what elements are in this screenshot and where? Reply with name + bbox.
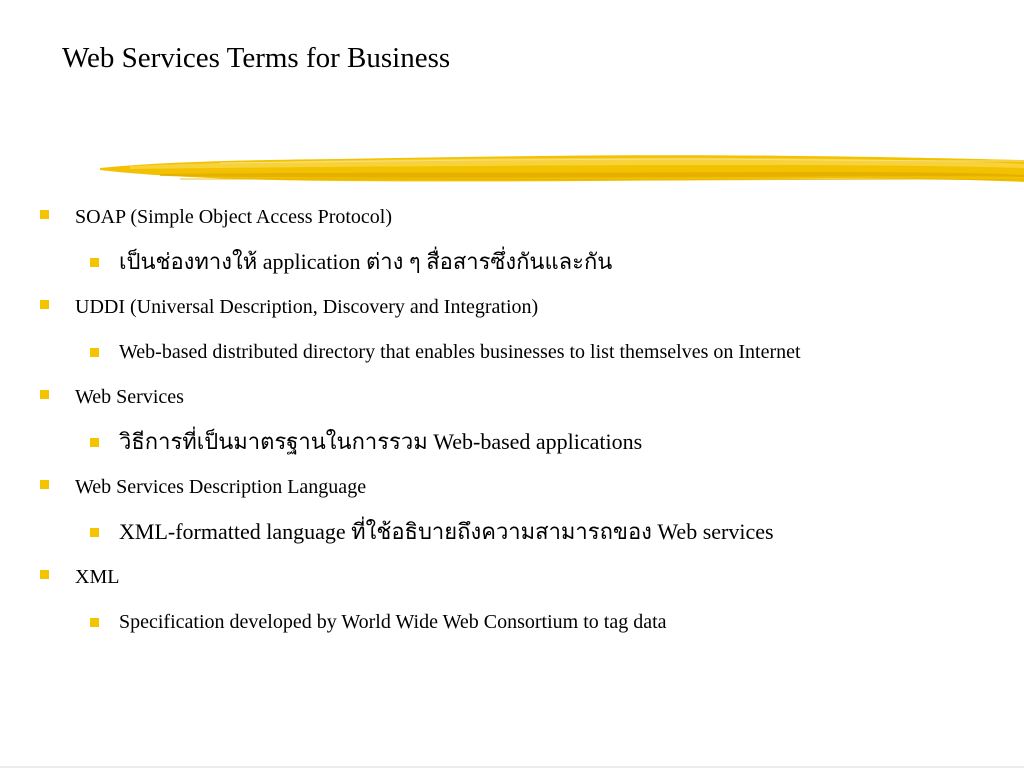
bullet-text: XML	[75, 566, 120, 588]
bullet-text: Specification developed by World Wide Web Consortium to tag data	[119, 611, 667, 633]
list-item	[38, 203, 801, 248]
square-bullet-icon	[90, 258, 99, 267]
square-bullet-icon	[40, 210, 49, 219]
list-item	[38, 428, 801, 473]
list-item	[38, 563, 801, 608]
bullet-text: SOAP (Simple Object Access Protocol)	[75, 206, 393, 228]
bullet-text: XML-formatted language ที่ใช้อธิบายถึงความสามารถของ Web services	[119, 519, 774, 544]
list-item	[38, 518, 801, 563]
square-bullet-icon	[40, 300, 49, 309]
list-item	[38, 248, 801, 293]
bullet-list	[38, 203, 801, 653]
list-item	[38, 338, 801, 383]
bullet-text: Web-based distributed directory that enables businesses to list themselves on Internet	[119, 341, 801, 363]
square-bullet-icon	[40, 570, 49, 579]
square-bullet-icon	[90, 618, 99, 627]
list-item	[38, 608, 801, 653]
bullet-text: Web Services Description Language	[75, 476, 367, 498]
list-item	[38, 293, 801, 338]
square-bullet-icon	[90, 348, 99, 357]
square-bullet-icon	[40, 390, 49, 399]
yellow-brush-stroke-divider	[100, 148, 1024, 190]
list-item	[38, 473, 801, 518]
square-bullet-icon	[90, 528, 99, 537]
list-item	[38, 383, 801, 428]
bullet-text: วิธีการที่เป็นมาตรฐานในการรวม Web-based applications	[119, 429, 643, 454]
bullet-text: Web Services	[75, 386, 184, 408]
bullet-text: เป็นช่องทางให้ application ต่าง ๆ สื่อสารซึ่งกันและกัน	[119, 249, 613, 274]
square-bullet-icon	[90, 438, 99, 447]
slide-title: Web Services Terms for Business	[62, 42, 451, 74]
bullet-text: UDDI (Universal Description, Discovery and Integration)	[75, 296, 539, 318]
square-bullet-icon	[40, 480, 49, 489]
